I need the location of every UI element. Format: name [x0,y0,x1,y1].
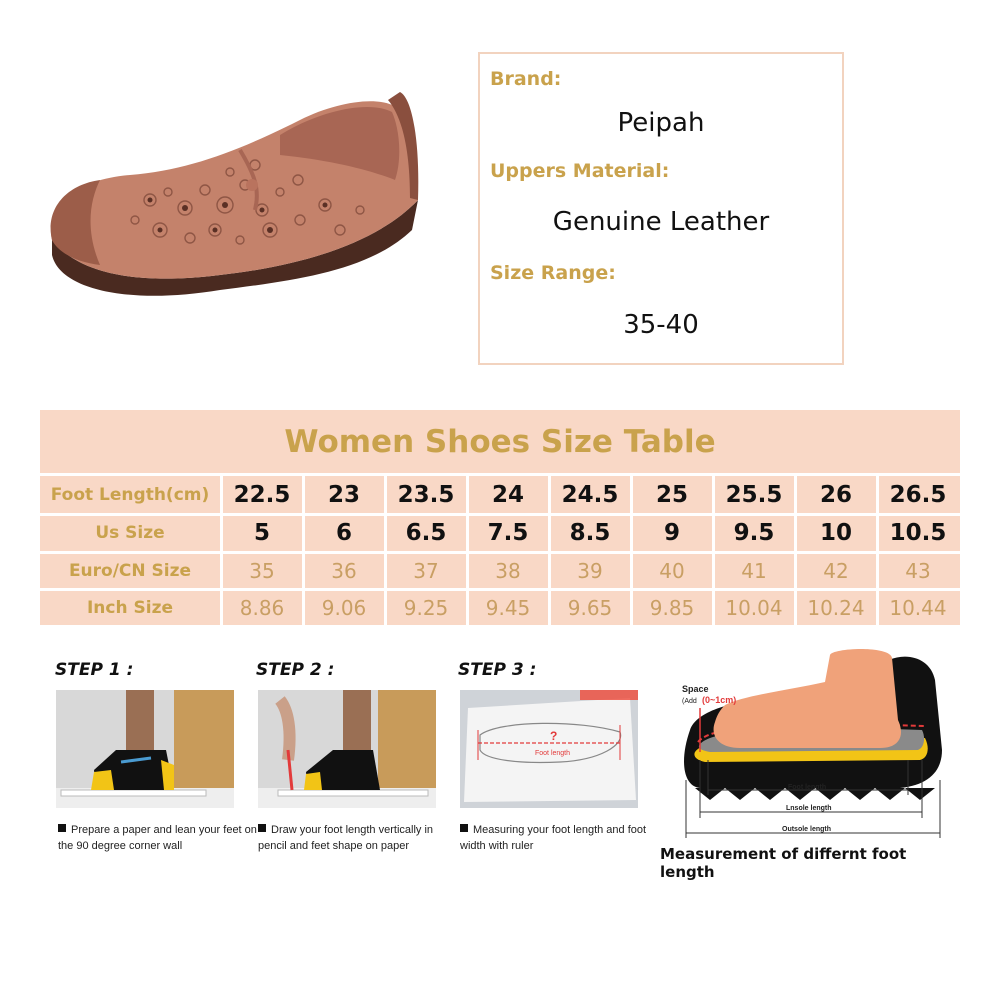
material-label: Uppers Material: [490,160,670,182]
table-cell: 6 [335,520,352,546]
step-2-title: STEP 2 : [256,660,335,680]
table-cell: 37 [413,559,439,583]
table-cell: 26.5 [889,482,947,508]
step-3-description: Measuring your foot length and foot width with ruler [460,824,647,852]
table-cell: 10.5 [889,520,947,546]
table-cell: 10 [819,520,852,546]
table-cell: 9.45 [485,596,531,620]
table-cell: 24 [491,482,524,508]
table-cell: 36 [331,559,357,583]
step-3-title: STEP 3 : [458,660,537,680]
outsole-length-dimension: Outsole length [782,826,831,833]
table-cell: 8.5 [569,520,611,546]
table-cell: 9 [663,520,680,546]
brand-value: Peipah [617,108,705,138]
spec-box [478,52,844,365]
space-range: (0~1cm) [702,695,737,705]
table-cell: 23 [327,482,360,508]
table-cell: 40 [659,559,685,583]
size-range-value: 35-40 [623,310,699,340]
step-1-text [58,822,258,854]
table-cell: 9.65 [567,596,613,620]
space-note: (Add [682,698,697,705]
bullet-icon [258,824,266,832]
foot-measurement-diagram [660,640,960,850]
step-3-text [460,822,660,854]
table-cell: 9.85 [649,596,695,620]
table-cell: 41 [741,559,767,583]
insole-length-dimension: Lnsole length [786,805,832,812]
table-cell: 10.04 [725,596,783,620]
size-table-title: Women Shoes Size Table [284,424,716,460]
step-1-description: Prepare a paper and lean your feet on the 90 degree corner wall [58,824,257,852]
table-cell: 39 [577,559,603,583]
us-size-row [40,516,960,550]
table-cell: 7.5 [487,520,529,546]
table-cell: 42 [823,559,849,583]
bullet-icon [58,824,66,832]
step-1-photo [56,690,234,808]
space-label: Space [682,684,709,694]
size-range-label: Size Range: [490,262,616,284]
row-label: Us Size [95,523,165,543]
foot-length-label: Foot length [535,750,571,757]
size-table [40,410,960,625]
row-label: Inch Size [86,598,174,618]
foot-length-row [40,478,960,512]
table-cell: 22.5 [233,482,291,508]
brand-label: Brand: [490,68,562,90]
question-mark-label: ? [550,729,558,743]
product-shoe-image [40,80,450,320]
table-cell: 25 [655,482,688,508]
table-cell: 26 [819,482,852,508]
foot-diagram-caption: Measurement of differnt foot length [660,845,907,881]
table-cell: 9.06 [321,596,367,620]
bullet-icon [460,824,468,832]
step-2-photo [258,690,436,808]
table-cell: 5 [253,520,270,546]
table-cell: 38 [495,559,521,583]
table-cell: 24.5 [561,482,619,508]
foot-length-dimension: Foot length [788,784,827,791]
table-cell: 23.5 [397,482,455,508]
step-1-title: STEP 1 : [55,660,134,680]
table-cell: 9.25 [403,596,449,620]
step-2-description: Draw your foot length vertically in pencil and feet shape on paper [258,824,434,852]
table-cell: 9.5 [733,520,775,546]
table-cell: 35 [249,559,275,583]
table-cell: 43 [905,559,931,583]
table-cell: 6.5 [405,520,447,546]
inch-size-row [40,591,960,625]
table-cell: 10.44 [889,596,947,620]
euro-cn-size-row [40,554,960,588]
divider [40,473,960,476]
row-label: Euro/CN Size [68,561,192,581]
table-cell: 10.24 [807,596,865,620]
table-cell: 8.86 [239,596,285,620]
row-label: Foot Length(cm) [50,485,210,505]
table-cell: 25.5 [725,482,783,508]
material-value: Genuine Leather [552,207,770,237]
step-2-text [258,822,458,854]
step-3-photo [460,690,638,808]
